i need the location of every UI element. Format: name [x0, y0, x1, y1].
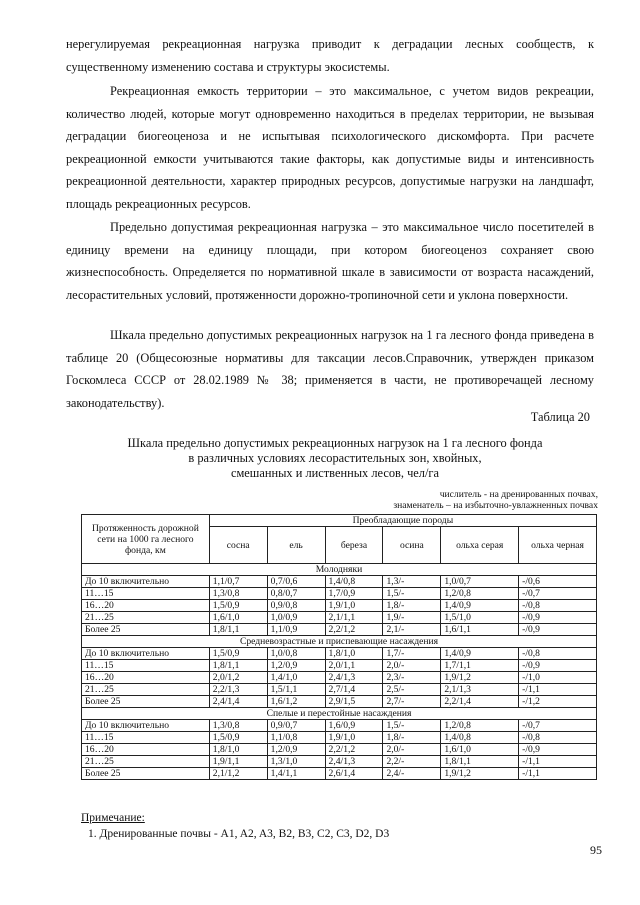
table-cell: 1,8/1,1	[441, 756, 519, 768]
table-cell: 1,8/1,0	[209, 744, 267, 756]
header-species: сосна	[209, 527, 267, 564]
table-cell: 1,6/1,0	[441, 744, 519, 756]
table-cell: 1,9/-	[383, 612, 441, 624]
header-species: береза	[325, 527, 383, 564]
row-label: 11…15	[82, 588, 210, 600]
row-label: Более 25	[82, 624, 210, 636]
table-cell: -/0,9	[519, 660, 597, 672]
table-cell: 2,7/-	[383, 696, 441, 708]
row-label: 11…15	[82, 660, 210, 672]
table-cell: -/0,8	[519, 732, 597, 744]
section-title: Молодняки	[82, 564, 597, 576]
table-cell: 1,8/-	[383, 600, 441, 612]
table-cell: 0,7/0,6	[267, 576, 325, 588]
table-cell: 2,2/1,2	[325, 624, 383, 636]
table-cell: 2,1/1,2	[209, 768, 267, 780]
paragraph-recreational-capacity: Рекреационная емкость территории – это максимальное, с учетом видов рекреации, количество людей, которые могут одновременно находиться в пределах территории, не вызывая деградации биогеоценоза и не испытывая психологического дискомфорта. При расчете рекреационной емкости учитываются такие факторы, как допустимые виды и интенсивность рекреационной деятельности, характер природных ресурсов, допустимые нагрузки на ландшафт, площадь рекреационных ресурсов.	[66, 84, 594, 211]
table-row	[82, 624, 597, 636]
note-title: Примечание:	[81, 812, 145, 824]
header-species-group: Преобладающие породы	[209, 515, 596, 527]
table-header-row	[82, 515, 597, 527]
table-cell: 1,4/0,9	[441, 600, 519, 612]
table-cell: -/1,2	[519, 696, 597, 708]
table-cell: 1,6/1,0	[209, 612, 267, 624]
table-cell: 1,8/1,1	[209, 660, 267, 672]
table-cell: 2,7/1,4	[325, 684, 383, 696]
table-row	[82, 768, 597, 780]
row-label: 16…20	[82, 672, 210, 684]
table-cell: 2,4/1,3	[325, 756, 383, 768]
row-label: 16…20	[82, 744, 210, 756]
row-label: Более 25	[82, 696, 210, 708]
section-header-row	[82, 708, 597, 720]
table-title-line: Шкала предельно допустимых рекреационных нагрузок на 1 га лесного фонда	[127, 436, 543, 450]
table-row	[82, 756, 597, 768]
table-cell: 1,5/1,0	[441, 612, 519, 624]
table-cell: 1,9/1,0	[325, 600, 383, 612]
page-number: 95	[590, 843, 602, 857]
table-cell: 0,8/0,7	[267, 588, 325, 600]
table-row	[82, 732, 597, 744]
table-cell: 2,2/1,3	[209, 684, 267, 696]
table-body	[82, 564, 597, 780]
table-cell: 2,1/-	[383, 624, 441, 636]
table-cell: 1,5/-	[383, 720, 441, 732]
table-cell: 2,5/-	[383, 684, 441, 696]
table-cell: 1,4/0,8	[441, 732, 519, 744]
table-row	[82, 720, 597, 732]
table-cell: 1,9/1,0	[325, 732, 383, 744]
table-cell: -/0,6	[519, 576, 597, 588]
table-cell: 1,4/0,8	[325, 576, 383, 588]
table-row	[82, 684, 597, 696]
table-cell: 2,0/-	[383, 744, 441, 756]
table-cell: 2,0/-	[383, 660, 441, 672]
table-row	[82, 600, 597, 612]
table-row	[82, 576, 597, 588]
table-cell: 2,2/1,2	[325, 744, 383, 756]
table-cell: 2,2/-	[383, 756, 441, 768]
table-cell: -/0,9	[519, 624, 597, 636]
table-row	[82, 696, 597, 708]
table-cell: 1,2/0,9	[267, 660, 325, 672]
recreational-load-table	[81, 514, 597, 780]
row-label: 21…25	[82, 612, 210, 624]
table-cell: 1,5/-	[383, 588, 441, 600]
table-row	[82, 612, 597, 624]
table-cell: 1,8/-	[383, 732, 441, 744]
table-cell: 1,8/1,1	[209, 624, 267, 636]
table-cell: 1,6/1,2	[267, 696, 325, 708]
table-title-line: смешанных и лиственных лесов, чел/га	[230, 466, 440, 480]
table-cell: 1,7/-	[383, 648, 441, 660]
section-title: Спелые и перестойные насаждения	[82, 708, 597, 720]
table-title-line: в различных условиях лесорастительных зон, хвойных,	[188, 451, 482, 465]
table-cell: -/0,7	[519, 720, 597, 732]
table-cell: -/0,9	[519, 744, 597, 756]
row-label: Более 25	[82, 768, 210, 780]
table-cell: 1,7/1,1	[441, 660, 519, 672]
table-cell: 1,3/0,8	[209, 588, 267, 600]
table-cell: 1,1/0,7	[209, 576, 267, 588]
table-cell: 1,9/1,1	[209, 756, 267, 768]
header-species: ольха черная	[519, 527, 597, 564]
row-label: 16…20	[82, 600, 210, 612]
table-cell: 0,9/0,8	[267, 600, 325, 612]
table-number: Таблица 20	[530, 410, 590, 424]
table-cell: 2,9/1,5	[325, 696, 383, 708]
table-cell: -/0,9	[519, 612, 597, 624]
table-cell: 1,4/1,1	[267, 768, 325, 780]
table-cell: 1,1/0,8	[267, 732, 325, 744]
table-cell: 1,5/1,1	[267, 684, 325, 696]
table-cell: 1,2/0,9	[267, 744, 325, 756]
row-label: 21…25	[82, 684, 210, 696]
table-cell: 2,4/-	[383, 768, 441, 780]
table-row	[82, 744, 597, 756]
legend-numerator: числитель - на дренированных почвах,	[439, 489, 598, 500]
table-cell: 1,2/0,8	[441, 720, 519, 732]
header-species: ольха серая	[441, 527, 519, 564]
header-road-network: Протяженность дорожной сети на 1000 га лесного фонда, км	[82, 515, 210, 564]
table-cell: 1,1/0,9	[267, 624, 325, 636]
table-cell: 0,9/0,7	[267, 720, 325, 732]
table-cell: -/1,1	[519, 756, 597, 768]
table-cell: -/0,8	[519, 600, 597, 612]
paragraph-max-load: Предельно допустимая рекреационная нагрузка – это максимальное число посетителей в единицу времени на единицу площади, при котором биогеоценоз сохраняет свою жизнеспособность. Определяется по нормативной шкале в зависимости от возраста насаждений, лесорастительных условий, протяженности дорожно-тропиночной сети и уклона поверхности.	[66, 220, 594, 302]
table-cell: 2,0/1,2	[209, 672, 267, 684]
header-species: осина	[383, 527, 441, 564]
row-label: До 10 включительно	[82, 576, 210, 588]
table-cell: 2,4/1,3	[325, 672, 383, 684]
table-row	[82, 588, 597, 600]
row-label: 11…15	[82, 732, 210, 744]
table-cell: 2,6/1,4	[325, 768, 383, 780]
table-cell: 1,0/0,9	[267, 612, 325, 624]
table-cell: 1,2/0,8	[441, 588, 519, 600]
table-cell: 2,0/1,1	[325, 660, 383, 672]
table-cell: 1,0/0,7	[441, 576, 519, 588]
table-cell: 1,9/1,2	[441, 672, 519, 684]
table-cell: 1,5/0,9	[209, 648, 267, 660]
row-label: До 10 включительно	[82, 648, 210, 660]
table-cell: 1,6/1,1	[441, 624, 519, 636]
table-cell: 1,7/0,9	[325, 588, 383, 600]
section-title: Средневозрастные и приспевающие насаждения	[82, 636, 597, 648]
table-title	[110, 436, 560, 481]
table-cell: 2,2/1,4	[441, 696, 519, 708]
note-text: 1. Дренированные почвы - A1, A2, A3, B2, B3, C2, C3, D2, D3	[88, 828, 390, 840]
table-cell: 1,9/1,2	[441, 768, 519, 780]
table-cell: 1,5/0,9	[209, 600, 267, 612]
table-row	[82, 660, 597, 672]
table-cell: 1,6/0,9	[325, 720, 383, 732]
row-label: 21…25	[82, 756, 210, 768]
table-cell: 2,1/1,3	[441, 684, 519, 696]
table-cell: 1,0/0,8	[267, 648, 325, 660]
section-header-row	[82, 636, 597, 648]
table-cell: 1,4/0,9	[441, 648, 519, 660]
paragraph-intro: нерегулируемая рекреационная нагрузка приводит к деградации лесных сообществ, к существенному изменению состава и структуры экосистемы.	[66, 37, 594, 74]
table-cell: -/0,7	[519, 588, 597, 600]
table-cell: 2,1/1,1	[325, 612, 383, 624]
table-cell: 1,3/-	[383, 576, 441, 588]
table-cell: 1,4/1,0	[267, 672, 325, 684]
legend-denominator: знаменатель – на избыточно-увлажненных почвах	[393, 500, 598, 511]
table-cell: 1,5/0,9	[209, 732, 267, 744]
table-cell: 2,3/-	[383, 672, 441, 684]
table-cell: -/1,1	[519, 684, 597, 696]
table-cell: 2,4/1,4	[209, 696, 267, 708]
table-row	[82, 672, 597, 684]
table-cell: -/0,8	[519, 648, 597, 660]
table-row	[82, 648, 597, 660]
table-cell: -/1,0	[519, 672, 597, 684]
header-species: ель	[267, 527, 325, 564]
table-cell: 1,3/1,0	[267, 756, 325, 768]
paragraph-table-reference: Шкала предельно допустимых рекреационных нагрузок на 1 га лесного фонда приведена в таблице 20 (Общесоюзные нормативы для таксации лесов.Справочник, утвержден приказом Госкомлеса СССР от 28.02.1989 № 38; применяется в части, не противоречащей лесному законодательству).	[66, 328, 594, 410]
table-cell: -/1,1	[519, 768, 597, 780]
row-label: До 10 включительно	[82, 720, 210, 732]
table-cell: 1,3/0,8	[209, 720, 267, 732]
table-cell: 1,8/1,0	[325, 648, 383, 660]
section-header-row	[82, 564, 597, 576]
